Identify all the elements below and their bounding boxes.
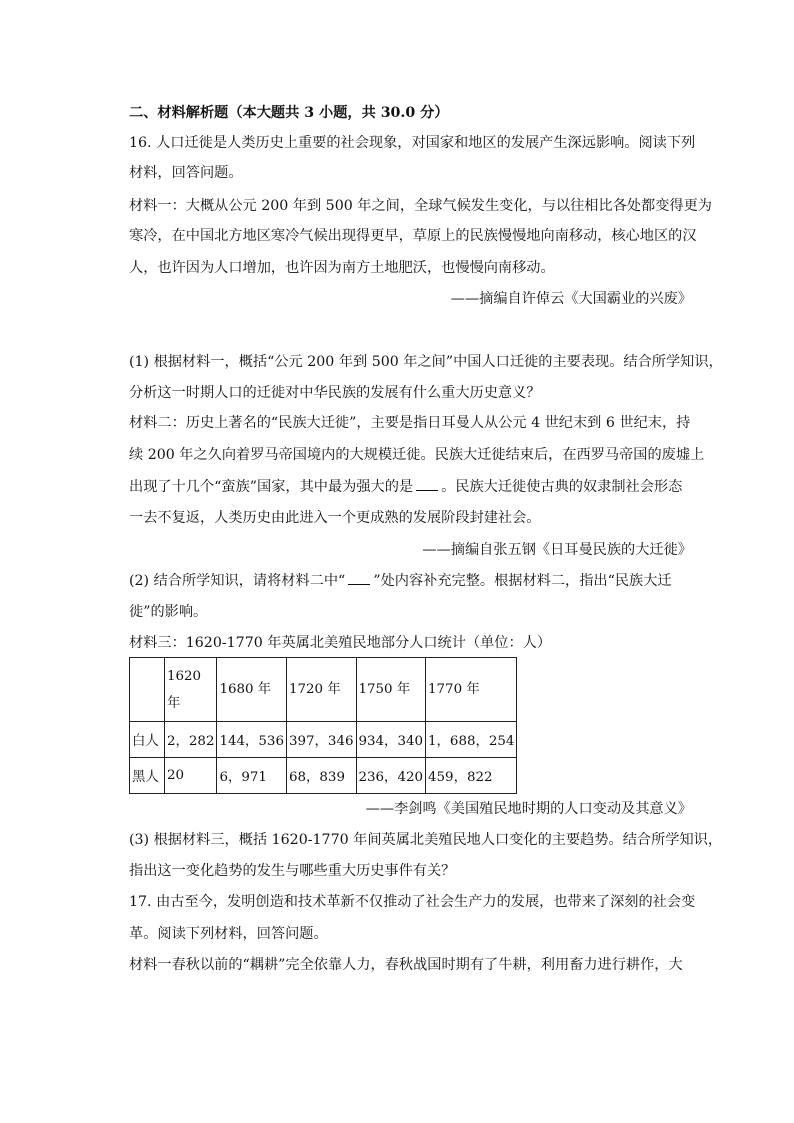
table-row bbox=[130, 758, 517, 794]
q16-material3-source: ——李剑鸣《美国殖民地时期的人口变动及其意义》 bbox=[365, 801, 692, 817]
table-header-cell: 1770 年 bbox=[426, 658, 517, 722]
table-cell: 6，971 bbox=[217, 758, 287, 794]
table-header-cell: 1750 年 bbox=[356, 658, 426, 722]
q16-question2-line-1 bbox=[129, 570, 672, 591]
table-cell: 20 bbox=[165, 758, 217, 794]
question2-line1-part-b: ”处内容补充完整。根据材料二，指出“民族大迁 bbox=[373, 573, 672, 589]
table-cell: 68，839 bbox=[286, 758, 356, 794]
q17-material1-line-1: 材料一春秋以前的“耦耕”完全依靠人力，春秋战国时期有了牛耕，利用畜力进行耕作，大 bbox=[129, 957, 683, 973]
table-header-cell bbox=[130, 658, 165, 722]
table-header-cell: 1720 年 bbox=[286, 658, 356, 722]
table-cell: 397，346 bbox=[286, 722, 356, 758]
fill-in-blank bbox=[416, 476, 438, 491]
q16-question3-line-1: (3) 根据材料三，概括 1620-1770 年间英属北美殖民地人口变化的主要趋势。结合所学知识， bbox=[129, 832, 723, 848]
table-cell: 934，340 bbox=[356, 722, 426, 758]
table-row-label: 白人 bbox=[130, 722, 165, 758]
material2-line3-part-b: 。民族大迁徙使古典的奴隶制社会形态 bbox=[441, 479, 683, 495]
q16-question1-line-2: 分析这一时期人口的迁徙对中华民族的发展有什么重大历史意义？ bbox=[129, 385, 541, 401]
q16-stem-line-1: 16. 人口迁徙是人类历史上重要的社会现象，对国家和地区的发展产生深远影响。阅读下列 bbox=[129, 135, 696, 151]
table-header-cell: 1620 年 bbox=[165, 658, 217, 722]
q16-material2-source: ——摘编自张五钢《日耳曼民族的大迁徙》 bbox=[422, 542, 692, 558]
q16-material2-line-4: 一去不复返，人类历史由此进入一个更成熟的发展阶段封建社会。 bbox=[129, 510, 541, 526]
q16-stem-line-2: 材料，回答问题。 bbox=[129, 165, 243, 181]
q16-material1-line-3: 人，也许因为人口增加，也许因为南方土地肥沃，也慢慢向南移动。 bbox=[129, 260, 555, 276]
q16-material1-line-1: 材料一：大概从公元 200 年到 500 年之间，全球气候发生变化，与以往相比各处都变得更为 bbox=[129, 198, 712, 214]
table-header-cell: 1680 年 bbox=[217, 658, 287, 722]
q16-material1-source: ——摘编自许倬云《大国霸业的兴废》 bbox=[450, 291, 692, 307]
table-row-label: 黑人 bbox=[130, 758, 165, 794]
table-cell: 236，420 bbox=[356, 758, 426, 794]
q16-question3-line-2: 指出这一变化趋势的发生与哪些重大历史事件有关？ bbox=[129, 863, 456, 879]
table-row bbox=[130, 722, 517, 758]
table-cell: 459，822 bbox=[426, 758, 517, 794]
fill-in-blank-reference bbox=[348, 570, 370, 585]
table-cell: 144，536 bbox=[217, 722, 287, 758]
q16-material2-line-1: 材料二：历史上著名的“民族大迁徙”，主要是指日耳曼人从公元 4 世纪末到 6 世纪末，持 bbox=[129, 415, 691, 431]
q17-stem-line-2: 革。阅读下列材料，回答问题。 bbox=[129, 926, 328, 942]
section-heading: 二、材料解析题（本大题共 3 小题，共 30.0 分） bbox=[129, 105, 449, 121]
q16-material2-line-2: 续 200 年之久向着罗马帝国境内的大规模迁徙。民族大迁徙结束后，在西罗马帝国的废墟上 bbox=[129, 447, 705, 463]
q17-stem-line-1: 17. 由古至今，发明创造和技术革新不仅推动了社会生产力的发展，也带来了深刻的社会变 bbox=[129, 894, 696, 910]
table-cell: 1，688，254 bbox=[426, 722, 517, 758]
table-cell: 2，282 bbox=[165, 722, 217, 758]
question2-line1-part-a: (2) 结合所学知识，请将材料二中“ bbox=[129, 573, 346, 589]
q16-question2-line-2: 徙”的影响。 bbox=[129, 604, 208, 620]
material2-line3-part-a: 出现了十几个“蛮族”国家，其中最为强大的是 bbox=[129, 479, 414, 495]
q16-material1-line-2: 寒冷，在中国北方地区寒冷气候出现得更早，草原上的民族慢慢地向南移动，核心地区的汉 bbox=[129, 228, 697, 244]
q16-question1-line-1: (1) 根据材料一，概括“公元 200 年到 500 年之间”中国人口迁徙的主要表现。结合所学知识， bbox=[129, 354, 723, 370]
population-table bbox=[129, 657, 517, 794]
q16-material2-line-3 bbox=[129, 476, 682, 497]
q16-material3-title: 材料三：1620-1770 年英属北美殖民地部分人口统计（单位：人） bbox=[129, 635, 552, 651]
